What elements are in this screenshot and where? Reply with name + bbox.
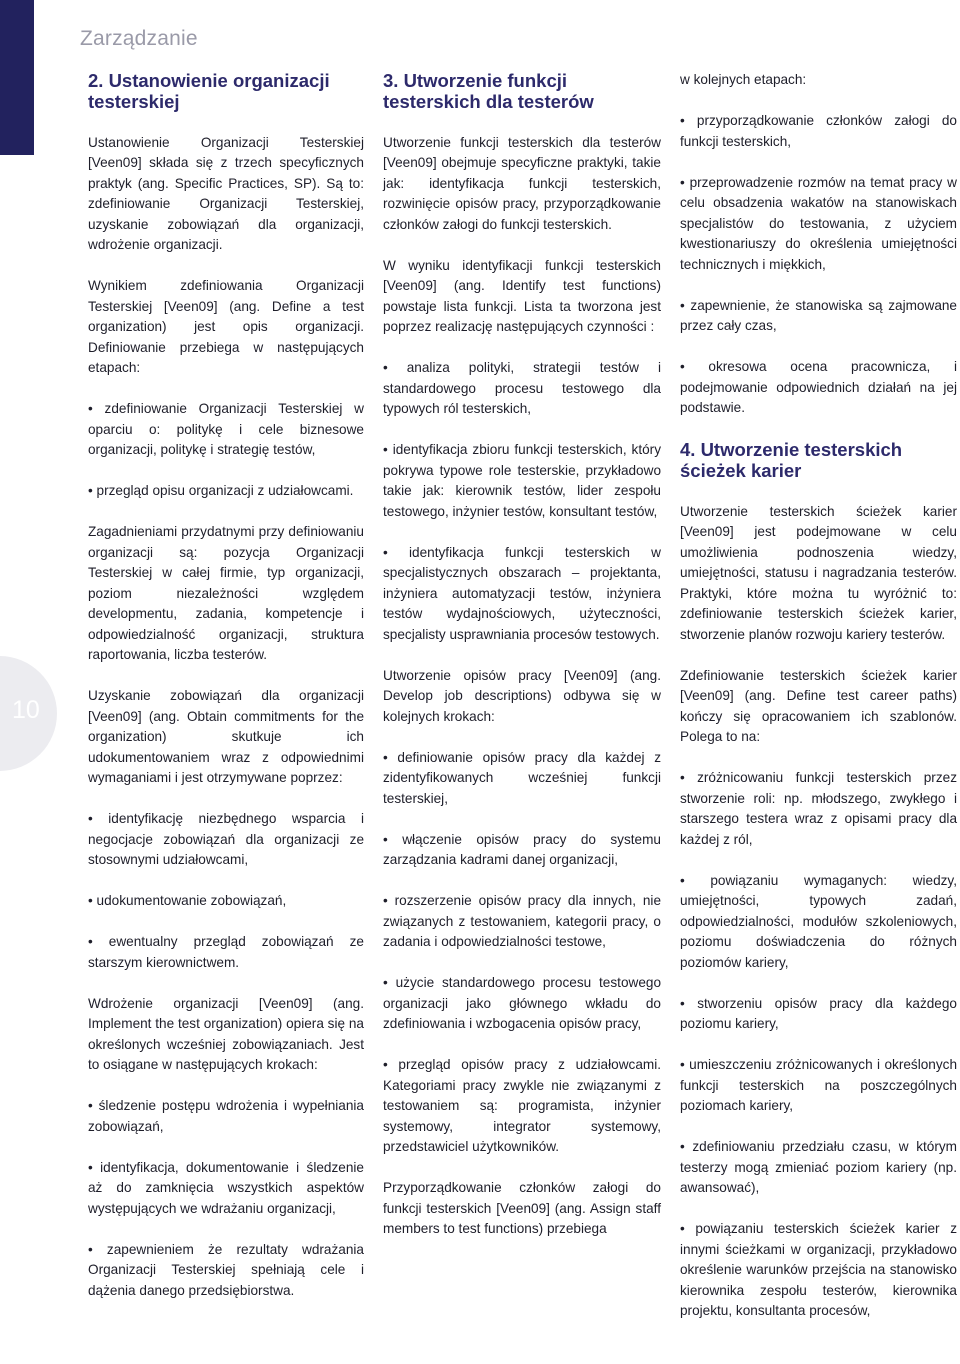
bullet-item: • powiązaniu wymaganych: wiedzy, umiejętności, typowych zadań, odpowiedzialności, modułów szkoleniowych, poziomu doświadczenia do różnych poziomów kariery,	[680, 872, 957, 970]
paragraph-gap	[383, 420, 661, 441]
paragraph: Wynikiem zdefiniowania Organizacji Testerskiej [Veen09] (ang. Define a test organization) jest opis organizacji. Definiowanie przebiega w następujących etapach:	[88, 278, 364, 375]
paragraph-gap	[383, 727, 661, 748]
paragraph-gap	[383, 645, 661, 666]
paragraph-gap	[680, 152, 957, 173]
bullet-item: • identyfikacja zbioru funkcji testerskich, który pokrywa typowe role testerskie, przykładowo takie jak: kierownik testów, lider zespołu testowego, inżynier testów, konsultant testów,	[383, 442, 661, 519]
bullet-item: • definiowanie opisów pracy dla każdej z zidentyfikowanych wcześniej funkcji testerskiej,	[383, 749, 661, 806]
bullet-item: • zdefiniowanie Organizacji Testerskiej w oparciu o: politykę i cele biznesowe organizacji, politykę i strategię testów,	[88, 401, 364, 457]
paragraph: Przyporządkowanie członków załogi do funkcji testerskich [Veen09] (ang. Assign staff members to test functions) przebiega	[383, 1180, 661, 1236]
paragraph-gap	[680, 337, 957, 358]
paragraph: Zdefiniowanie testerskich ścieżek karier [Veen09] (ang. Define test career paths) kończy się opracowaniem ich szablonów. Polega to na:	[680, 667, 957, 744]
bullet-item: • przegląd opisu organizacji z udziałowcami.	[88, 483, 354, 498]
bullet-item: • ewentualny przegląd zobowiązań ze starszym kierownictwem.	[88, 934, 364, 970]
paragraph-gap	[88, 1219, 364, 1240]
text-column-2	[383, 70, 661, 1240]
paragraph-gap	[680, 419, 957, 440]
paragraph: Ustanowienie Organizacji Testerskiej [Veen09] składa się z trzech specyficznych praktyk (ang. Specific Practices, SP). Są to: zdefiniowanie Organizacji Testerskiej, uzyskanie zobowiązań dla organizacji, wdrożenie organizacji.	[88, 134, 364, 252]
bullet-item: • identyfikację niezbędnego wsparcia i negocjacje zobowiązań dla organizacji ze stosownymi udziałowcami,	[88, 811, 364, 867]
paragraph-gap	[88, 666, 364, 687]
paragraph-gap	[88, 871, 364, 892]
bullet-item: • stworzeniu opisów pracy dla każdego poziomu kariery,	[680, 995, 957, 1031]
paragraph-gap	[88, 461, 364, 482]
bullet-item: • identyfikacja funkcji testerskich w specjalistycznych obszarach – projektanta, inżyniera automatyzacji testów, inżyniera testów wydajnościowych, użyteczności, specjalisty usprawniania procesów testowych.	[383, 544, 661, 642]
paragraph-gap	[88, 112, 364, 133]
paragraph-gap	[88, 256, 364, 277]
bullet-item: • powiązaniu testerskich ścieżek karier z innymi ścieżkami w organizacji, przykładowo określenie warunków przejścia na stanowisko kierownika zespołu testerów, kierownika projektu, konsultanta procesów,	[680, 1221, 957, 1318]
paragraph: W wyniku identyfikacji funkcji testerskich [Veen09] (ang. Identify test functions) powstaje lista funkcji. Lista ta tworzona jest poprzez realizację następujących czynności :	[383, 257, 661, 334]
bullet-item: • śledzenie postępu wdrożenia i wypełniania zobowiązań,	[88, 1098, 364, 1134]
page-number: 10	[12, 696, 40, 724]
paragraph-gap	[383, 953, 661, 974]
sidebar-accent-bar	[0, 0, 34, 155]
paragraph-gap	[383, 1158, 661, 1179]
paragraph-gap	[680, 1035, 957, 1056]
text-column-3	[680, 70, 957, 1322]
paragraph-gap	[383, 235, 661, 256]
bullet-item: • włączenie opisów pracy do systemu zarządzania kadrami danej organizacji,	[383, 831, 661, 867]
bullet-item: • zapewnienie, że stanowiska są zajmowane przez cały czas,	[680, 297, 957, 333]
section-heading: 3. Utworzenie funkcji testerskich dla testerów	[383, 70, 594, 112]
paragraph-gap	[383, 871, 661, 892]
paragraph: w kolejnych etapach:	[680, 72, 807, 87]
text-column-1	[88, 70, 364, 1301]
paragraph: Utworzenie funkcji testerskich dla testerów [Veen09] obejmuje specyficzne praktyki, takie jak: identyfikacja funkcji testerskich, rozwinięcie opisów pracy, przyporządkowanie członków załogi do funkcji testerskich.	[383, 134, 661, 232]
paragraph: Wdrożenie organizacji [Veen09] (ang. Implement the test organization) opiera się na określonych wcześniej zobowiązaniach. Jest to osiągane w następujących krokach:	[88, 995, 364, 1072]
bullet-item: • rozszerzenie opisów pracy dla innych, nie związanych z testowaniem, kategorii pracy, o zadania i odpowiedzialności testowe,	[383, 893, 661, 949]
bullet-item: • zróżnicowaniu funkcji testerskich przez stworzenie roli: np. młodszego, zwykłego i starszego testera wraz z opisami pracy dla każdej z ról,	[680, 770, 957, 847]
paragraph-gap	[680, 973, 957, 994]
section-header: Zarządzanie	[80, 27, 198, 50]
paragraph-gap	[88, 1076, 364, 1097]
paragraph-gap	[383, 112, 661, 133]
paragraph-gap	[680, 275, 957, 296]
paragraph-gap	[383, 338, 661, 359]
paragraph-gap	[680, 748, 957, 769]
paragraph-gap	[680, 1199, 957, 1220]
bullet-item: • zapewnieniem że rezultaty wdrażania Organizacji Testerskiej spełniają cele i dążenia danego przedsiębiorstwa.	[88, 1241, 364, 1298]
paragraph-gap	[88, 973, 364, 994]
bullet-item: • analiza polityki, strategii testów i standardowego procesu testowego dla typowych ról testerskich,	[383, 360, 661, 416]
paragraph-gap	[680, 850, 957, 871]
paragraph-gap	[88, 502, 364, 523]
paragraph-gap	[680, 1117, 957, 1138]
bullet-item: • udokumentowanie zobowiązań,	[88, 893, 287, 908]
paragraph-gap	[680, 91, 957, 112]
paragraph: Uzyskanie zobowiązań dla organizacji [Veen09] (ang. Obtain commitments for the organization) skutkuje ich udokumentowaniem wraz z odpowiednimi wymaganiami i jest otrzymywane poprzez:	[88, 688, 364, 785]
bullet-item: • identyfikacja, dokumentowanie i śledzenie aż do zamknięcia wszystkich aspektów występujących we wdrażaniu organizacji,	[88, 1159, 364, 1216]
paragraph-gap	[88, 789, 364, 810]
bullet-item: • zdefiniowaniu przedziału czasu, w którym testerzy mogą zmieniać poziom kariery (np. awansować),	[680, 1139, 957, 1195]
paragraph-gap	[383, 809, 661, 830]
paragraph-gap	[88, 1137, 364, 1158]
paragraph-gap	[88, 379, 364, 400]
paragraph: Zagadnieniami przydatnymi przy definiowaniu organizacji są: pozycja Organizacji Testerskiej w całej firmie, typ organizacji, poziom niezależności względem developmentu, zadania, kompetencje i odpowiedzialność organizacji, struktura raportowania, liczba testerów.	[88, 524, 364, 662]
bullet-item: • przeprowadzenie rozmów na temat pracy w celu obsadzenia wakatów na stanowiskach specjalistów do testowania, z użyciem kwestionariuszy do określenia umiejętności technicznych i miękkich,	[680, 174, 957, 272]
paragraph-gap	[383, 522, 661, 543]
paragraph-gap	[680, 481, 957, 502]
bullet-item: • przyporządkowanie członków załogi do funkcji testerskich,	[680, 113, 957, 149]
paragraph-gap	[680, 645, 957, 666]
bullet-item: • umieszczeniu zróżnicowanych i określonych funkcji testerskich na poszczególnych poziomach kariery,	[680, 1057, 957, 1113]
paragraph: Utworzenie opisów pracy [Veen09] (ang. Develop job descriptions) odbywa się w kolejnych krokach:	[383, 667, 661, 724]
bullet-item: • okresowa ocena pracownicza, i podejmowanie odpowiednich działań na jej podstawie.	[680, 359, 957, 415]
paragraph-gap	[383, 1035, 661, 1056]
paragraph-gap	[88, 912, 364, 933]
paragraph: Utworzenie testerskich ścieżek karier [Veen09] jest podejmowane w celu umożliwienia podnoszenia wiedzy, umiejętności, statusu i nagradzania testerów. Praktyki, które można tu wyróżnić to: zdefiniowanie testerskich ścieżek karier, stworzenie planów rozwoju kariery testerów.	[680, 503, 957, 642]
section-heading: 4. Utworzenie testerskich ścieżek karier	[680, 439, 903, 481]
bullet-item: • użycie standardowego procesu testowego organizacji jako głównego wkładu do zdefiniowania i wzbogacenia opisów pracy,	[383, 975, 661, 1031]
bullet-item: • przegląd opisów pracy z udziałowcami. Kategoriami pracy zwykle nie związanymi z testowaniem są: programista, inżynier systemowy, integrator systemowy, przedstawiciel użytkowników.	[383, 1057, 661, 1154]
section-heading: 2. Ustanowienie organizacji testerskiej	[88, 70, 330, 112]
